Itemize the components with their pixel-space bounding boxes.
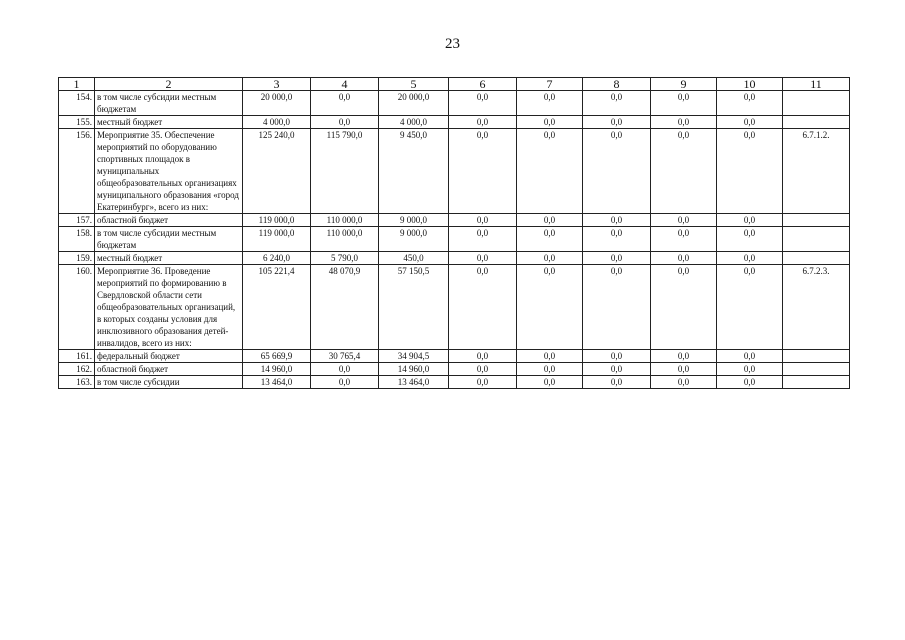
row-number-cell: 160. (59, 265, 95, 350)
value-cell: 0,0 (651, 363, 717, 376)
target-code-cell (783, 91, 850, 116)
table-row (59, 129, 850, 214)
column-header: 7 (517, 78, 583, 91)
value-cell: 0,0 (717, 214, 783, 227)
row-number-cell: 162. (59, 363, 95, 376)
table-row (59, 363, 850, 376)
value-cell: 0,0 (449, 350, 517, 363)
value-cell: 30 765,4 (311, 350, 379, 363)
value-cell: 0,0 (449, 129, 517, 214)
table-row (59, 91, 850, 116)
row-name-cell: Мероприятие 35. Обеспечение мероприятий по оборудованию спортивных площадок в муниципальных общеобразовательных организациях муниципального образования «город Екатеринбург», всего из них: (95, 129, 243, 214)
value-cell: 48 070,9 (311, 265, 379, 350)
row-name-cell: местный бюджет (95, 116, 243, 129)
value-cell: 34 904,5 (379, 350, 449, 363)
value-cell: 9 450,0 (379, 129, 449, 214)
value-cell: 0,0 (517, 227, 583, 252)
value-cell: 0,0 (651, 376, 717, 389)
value-cell: 65 669,9 (243, 350, 311, 363)
value-cell: 0,0 (583, 252, 651, 265)
value-cell: 0,0 (583, 227, 651, 252)
column-header: 11 (783, 78, 850, 91)
value-cell: 5 790,0 (311, 252, 379, 265)
value-cell: 13 464,0 (379, 376, 449, 389)
value-cell: 105 221,4 (243, 265, 311, 350)
row-number-cell: 154. (59, 91, 95, 116)
target-code-cell (783, 350, 850, 363)
value-cell: 9 000,0 (379, 227, 449, 252)
row-name-cell: Мероприятие 36. Проведение мероприятий по формированию в Свердловской области сети общеобразовательных организаций, в которых созданы условия для инклюзивного образования детей-инвалидов, всего из них: (95, 265, 243, 350)
target-code-cell: 6.7.1.2. (783, 129, 850, 214)
value-cell: 0,0 (651, 252, 717, 265)
value-cell: 0,0 (583, 214, 651, 227)
value-cell: 0,0 (449, 363, 517, 376)
value-cell: 0,0 (517, 376, 583, 389)
row-number-cell: 159. (59, 252, 95, 265)
row-name-cell: в том числе субсидии местным бюджетам (95, 227, 243, 252)
value-cell: 119 000,0 (243, 214, 311, 227)
column-header: 2 (95, 78, 243, 91)
target-code-cell (783, 116, 850, 129)
value-cell: 0,0 (449, 214, 517, 227)
row-number-cell: 161. (59, 350, 95, 363)
row-number-cell: 158. (59, 227, 95, 252)
value-cell: 20 000,0 (379, 91, 449, 116)
value-cell: 13 464,0 (243, 376, 311, 389)
column-header: 6 (449, 78, 517, 91)
table-row (59, 227, 850, 252)
value-cell: 0,0 (311, 91, 379, 116)
column-header: 8 (583, 78, 651, 91)
value-cell: 0,0 (517, 265, 583, 350)
value-cell: 0,0 (517, 116, 583, 129)
value-cell: 4 000,0 (379, 116, 449, 129)
value-cell: 0,0 (517, 91, 583, 116)
row-number-cell: 155. (59, 116, 95, 129)
table-row (59, 265, 850, 350)
value-cell: 450,0 (379, 252, 449, 265)
value-cell: 0,0 (717, 363, 783, 376)
row-name-cell: областной бюджет (95, 214, 243, 227)
row-name-cell: областной бюджет (95, 363, 243, 376)
table-row (59, 214, 850, 227)
target-code-cell (783, 227, 850, 252)
value-cell: 125 240,0 (243, 129, 311, 214)
value-cell: 110 000,0 (311, 227, 379, 252)
value-cell: 0,0 (717, 227, 783, 252)
value-cell: 0,0 (651, 214, 717, 227)
value-cell: 0,0 (717, 376, 783, 389)
target-code-cell (783, 363, 850, 376)
value-cell: 119 000,0 (243, 227, 311, 252)
value-cell: 0,0 (517, 252, 583, 265)
row-name-cell: местный бюджет (95, 252, 243, 265)
value-cell: 0,0 (583, 116, 651, 129)
value-cell: 0,0 (449, 116, 517, 129)
row-number-cell: 157. (59, 214, 95, 227)
value-cell: 0,0 (517, 350, 583, 363)
target-code-cell: 6.7.2.3. (783, 265, 850, 350)
value-cell: 6 240,0 (243, 252, 311, 265)
value-cell: 0,0 (717, 265, 783, 350)
value-cell: 14 960,0 (379, 363, 449, 376)
target-code-cell (783, 252, 850, 265)
value-cell: 0,0 (651, 129, 717, 214)
value-cell: 0,0 (449, 227, 517, 252)
value-cell: 0,0 (449, 252, 517, 265)
value-cell: 0,0 (651, 265, 717, 350)
value-cell: 0,0 (517, 129, 583, 214)
column-header: 5 (379, 78, 449, 91)
value-cell: 0,0 (717, 129, 783, 214)
value-cell: 0,0 (583, 376, 651, 389)
value-cell: 0,0 (583, 91, 651, 116)
value-cell: 0,0 (651, 350, 717, 363)
value-cell: 0,0 (583, 265, 651, 350)
value-cell: 115 790,0 (311, 129, 379, 214)
value-cell: 0,0 (449, 91, 517, 116)
row-name-cell: в том числе субсидии местным бюджетам (95, 91, 243, 116)
target-code-cell (783, 376, 850, 389)
value-cell: 0,0 (651, 227, 717, 252)
value-cell: 0,0 (311, 376, 379, 389)
value-cell: 0,0 (651, 116, 717, 129)
column-header-row (59, 78, 850, 91)
value-cell: 0,0 (449, 265, 517, 350)
column-header: 1 (59, 78, 95, 91)
row-number-cell: 156. (59, 129, 95, 214)
value-cell: 0,0 (651, 91, 717, 116)
column-header: 4 (311, 78, 379, 91)
budget-table (58, 77, 850, 389)
value-cell: 14 960,0 (243, 363, 311, 376)
page-number: 23 (445, 36, 460, 52)
table-row (59, 376, 850, 389)
value-cell: 20 000,0 (243, 91, 311, 116)
row-number-cell: 163. (59, 376, 95, 389)
value-cell: 0,0 (717, 91, 783, 116)
value-cell: 0,0 (717, 252, 783, 265)
target-code-cell (783, 214, 850, 227)
column-header: 9 (651, 78, 717, 91)
value-cell: 0,0 (583, 363, 651, 376)
value-cell: 0,0 (717, 116, 783, 129)
value-cell: 4 000,0 (243, 116, 311, 129)
value-cell: 57 150,5 (379, 265, 449, 350)
value-cell: 0,0 (311, 116, 379, 129)
value-cell: 0,0 (583, 350, 651, 363)
table-row (59, 116, 850, 129)
table-row (59, 252, 850, 265)
row-name-cell: федеральный бюджет (95, 350, 243, 363)
value-cell: 0,0 (517, 363, 583, 376)
value-cell: 9 000,0 (379, 214, 449, 227)
value-cell: 110 000,0 (311, 214, 379, 227)
value-cell: 0,0 (311, 363, 379, 376)
column-header: 3 (243, 78, 311, 91)
value-cell: 0,0 (717, 350, 783, 363)
row-name-cell: в том числе субсидии (95, 376, 243, 389)
value-cell: 0,0 (517, 214, 583, 227)
table-row (59, 350, 850, 363)
value-cell: 0,0 (583, 129, 651, 214)
column-header: 10 (717, 78, 783, 91)
value-cell: 0,0 (449, 376, 517, 389)
